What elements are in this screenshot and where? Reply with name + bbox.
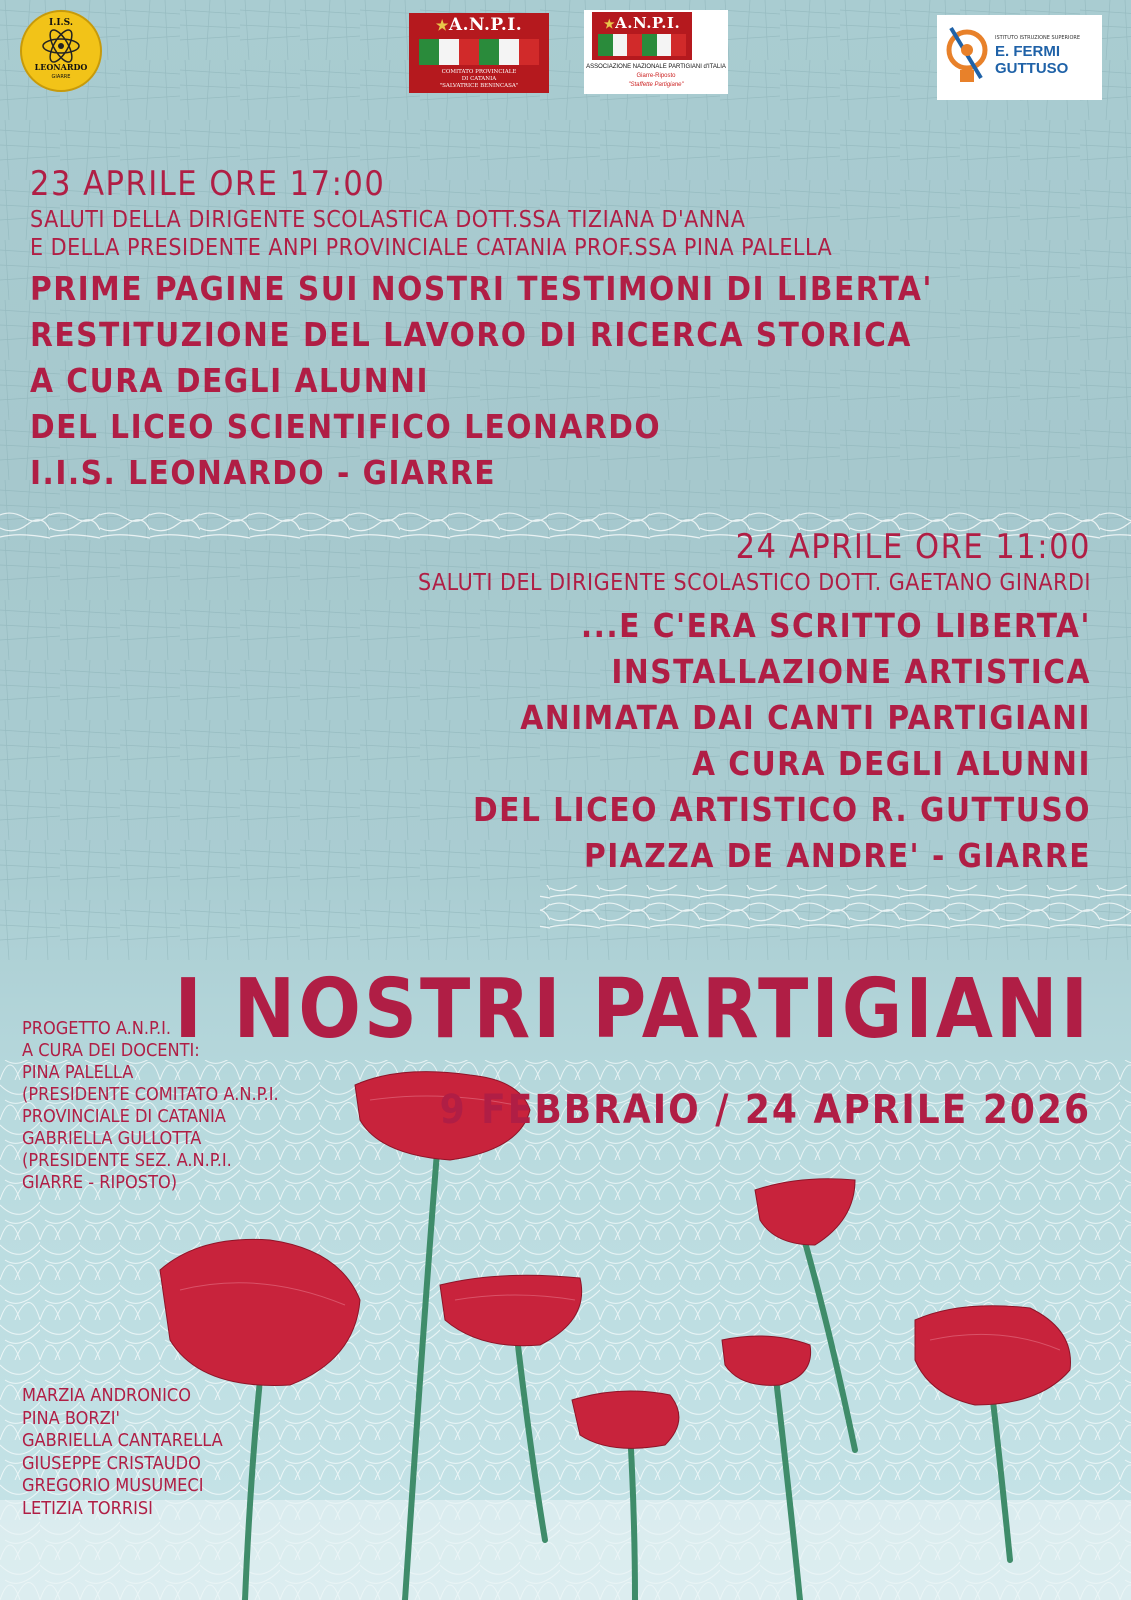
credit-line: (PRESIDENTE COMITATO A.N.P.I. (22, 1084, 279, 1105)
event-1-line: PRIME PAGINE SUI NOSTRI TESTIMONI DI LIBERTA' (30, 269, 933, 308)
anpi-giarre-line3: "Staffette Partigiane" (628, 82, 684, 88)
credit-line: A CURA DEI DOCENTI: (22, 1040, 200, 1061)
teacher-name: GIUSEPPE CRISTAUDO (22, 1452, 201, 1474)
teacher-name: PINA BORZI' (22, 1407, 120, 1429)
credit-line: PROVINCIALE DI CATANIA (22, 1106, 226, 1127)
event-1-date: 23 APRILE ORE 17:00 (30, 164, 386, 204)
event-2-line: A CURA DEGLI ALUNNI (691, 744, 1091, 783)
poppy-flower (160, 1239, 360, 1385)
poppy-flower (722, 1336, 811, 1385)
teacher-name: GABRIELLA CANTARELLA (22, 1430, 223, 1452)
anpi-catania-line3: "SALVATRICE BENINCASA" (439, 83, 519, 89)
star-icon: ★ (435, 18, 449, 34)
anpi-giarre-line1: ASSOCIAZIONE NAZIONALE PARTIGIANI d'ITALIA (586, 64, 726, 70)
leonardo-logo-name: LEONARDO (34, 62, 88, 72)
credit-line: GABRIELLA GULLOTTA (22, 1128, 202, 1149)
event-1-greeting-1: SALUTI DELLA DIRIGENTE SCOLASTICA DOTT.SSA TIZIANA D'ANNA (30, 207, 746, 233)
anpi-giarre-title: A.N.P.I. (615, 14, 681, 32)
fermi-logo-small: ISTITUTO ISTRUZIONE SUPERIORE (995, 35, 1081, 41)
credit-line: GIARRE - RIPOSTO) (22, 1172, 178, 1193)
event-1-greeting-2: E DELLA PRESIDENTE ANPI PROVINCIALE CATANIA PROF.SSA PINA PALELLA (30, 235, 833, 261)
teacher-name: MARZIA ANDRONICO (22, 1385, 191, 1406)
fermi-logo-line1: E. FERMI (995, 43, 1061, 60)
event-1-line: DEL LICEO SCIENTIFICO LEONARDO (30, 407, 662, 446)
fermi-logo-line2: GUTTUSO (995, 60, 1069, 77)
star-icon: ★ (603, 17, 616, 31)
teachers-list (22, 1385, 223, 1521)
teacher-name: LETIZIA TORRISI (22, 1497, 153, 1519)
poppy-flower (440, 1275, 582, 1345)
project-credits (22, 1018, 279, 1194)
anpi-catania-line1: COMITATO PROVINCIALE (441, 69, 517, 75)
poppy-flower (572, 1391, 679, 1448)
poster-title: I NOSTRI PARTIGIANI (174, 962, 1091, 1057)
event-1-line: I.I.S. LEONARDO - GIARRE (30, 453, 497, 492)
event-1-line: A CURA DEGLI ALUNNI (30, 361, 430, 400)
poppy-flower (915, 1306, 1071, 1405)
poster-subtitle: 9 FEBBRAIO / 24 APRILE 2026 (439, 1087, 1091, 1133)
event-2-line: INSTALLAZIONE ARTISTICA (611, 652, 1091, 691)
event-2-line: DEL LICEO ARTISTICO R. GUTTUSO (473, 790, 1091, 829)
event-1-line: RESTITUZIONE DEL LAVORO DI RICERCA STORICA (30, 315, 912, 354)
anpi-catania-line2: DI CATANIA (461, 76, 497, 82)
credit-line: PINA PALELLA (22, 1062, 134, 1083)
event-2-line: PIAZZA DE ANDRE' - GIARRE (584, 836, 1091, 875)
event-2-greeting: SALUTI DEL DIRIGENTE SCOLASTICO DOTT. GAETANO GINARDI (417, 570, 1091, 596)
anpi-giarre-line2: Giarre-Riposto (636, 73, 676, 79)
leonardo-logo-city: GIARRE (51, 74, 71, 80)
event-2-date: 24 APRILE ORE 11:00 (735, 527, 1091, 567)
event-2-line: ANIMATA DAI CANTI PARTIGIANI (520, 698, 1091, 737)
poppy-flower (755, 1179, 855, 1245)
credit-line: PROGETTO A.N.P.I. (22, 1018, 172, 1039)
leonardo-logo-top: I.I.S. (49, 18, 73, 28)
event-2-line: ...E C'ERA SCRITTO LIBERTA' (580, 606, 1091, 645)
credit-line: (PRESIDENTE SEZ. A.N.P.I. (22, 1150, 232, 1171)
teacher-name: GREGORIO MUSUMECI (22, 1475, 204, 1497)
anpi-catania-title: A.N.P.I. (448, 15, 523, 35)
